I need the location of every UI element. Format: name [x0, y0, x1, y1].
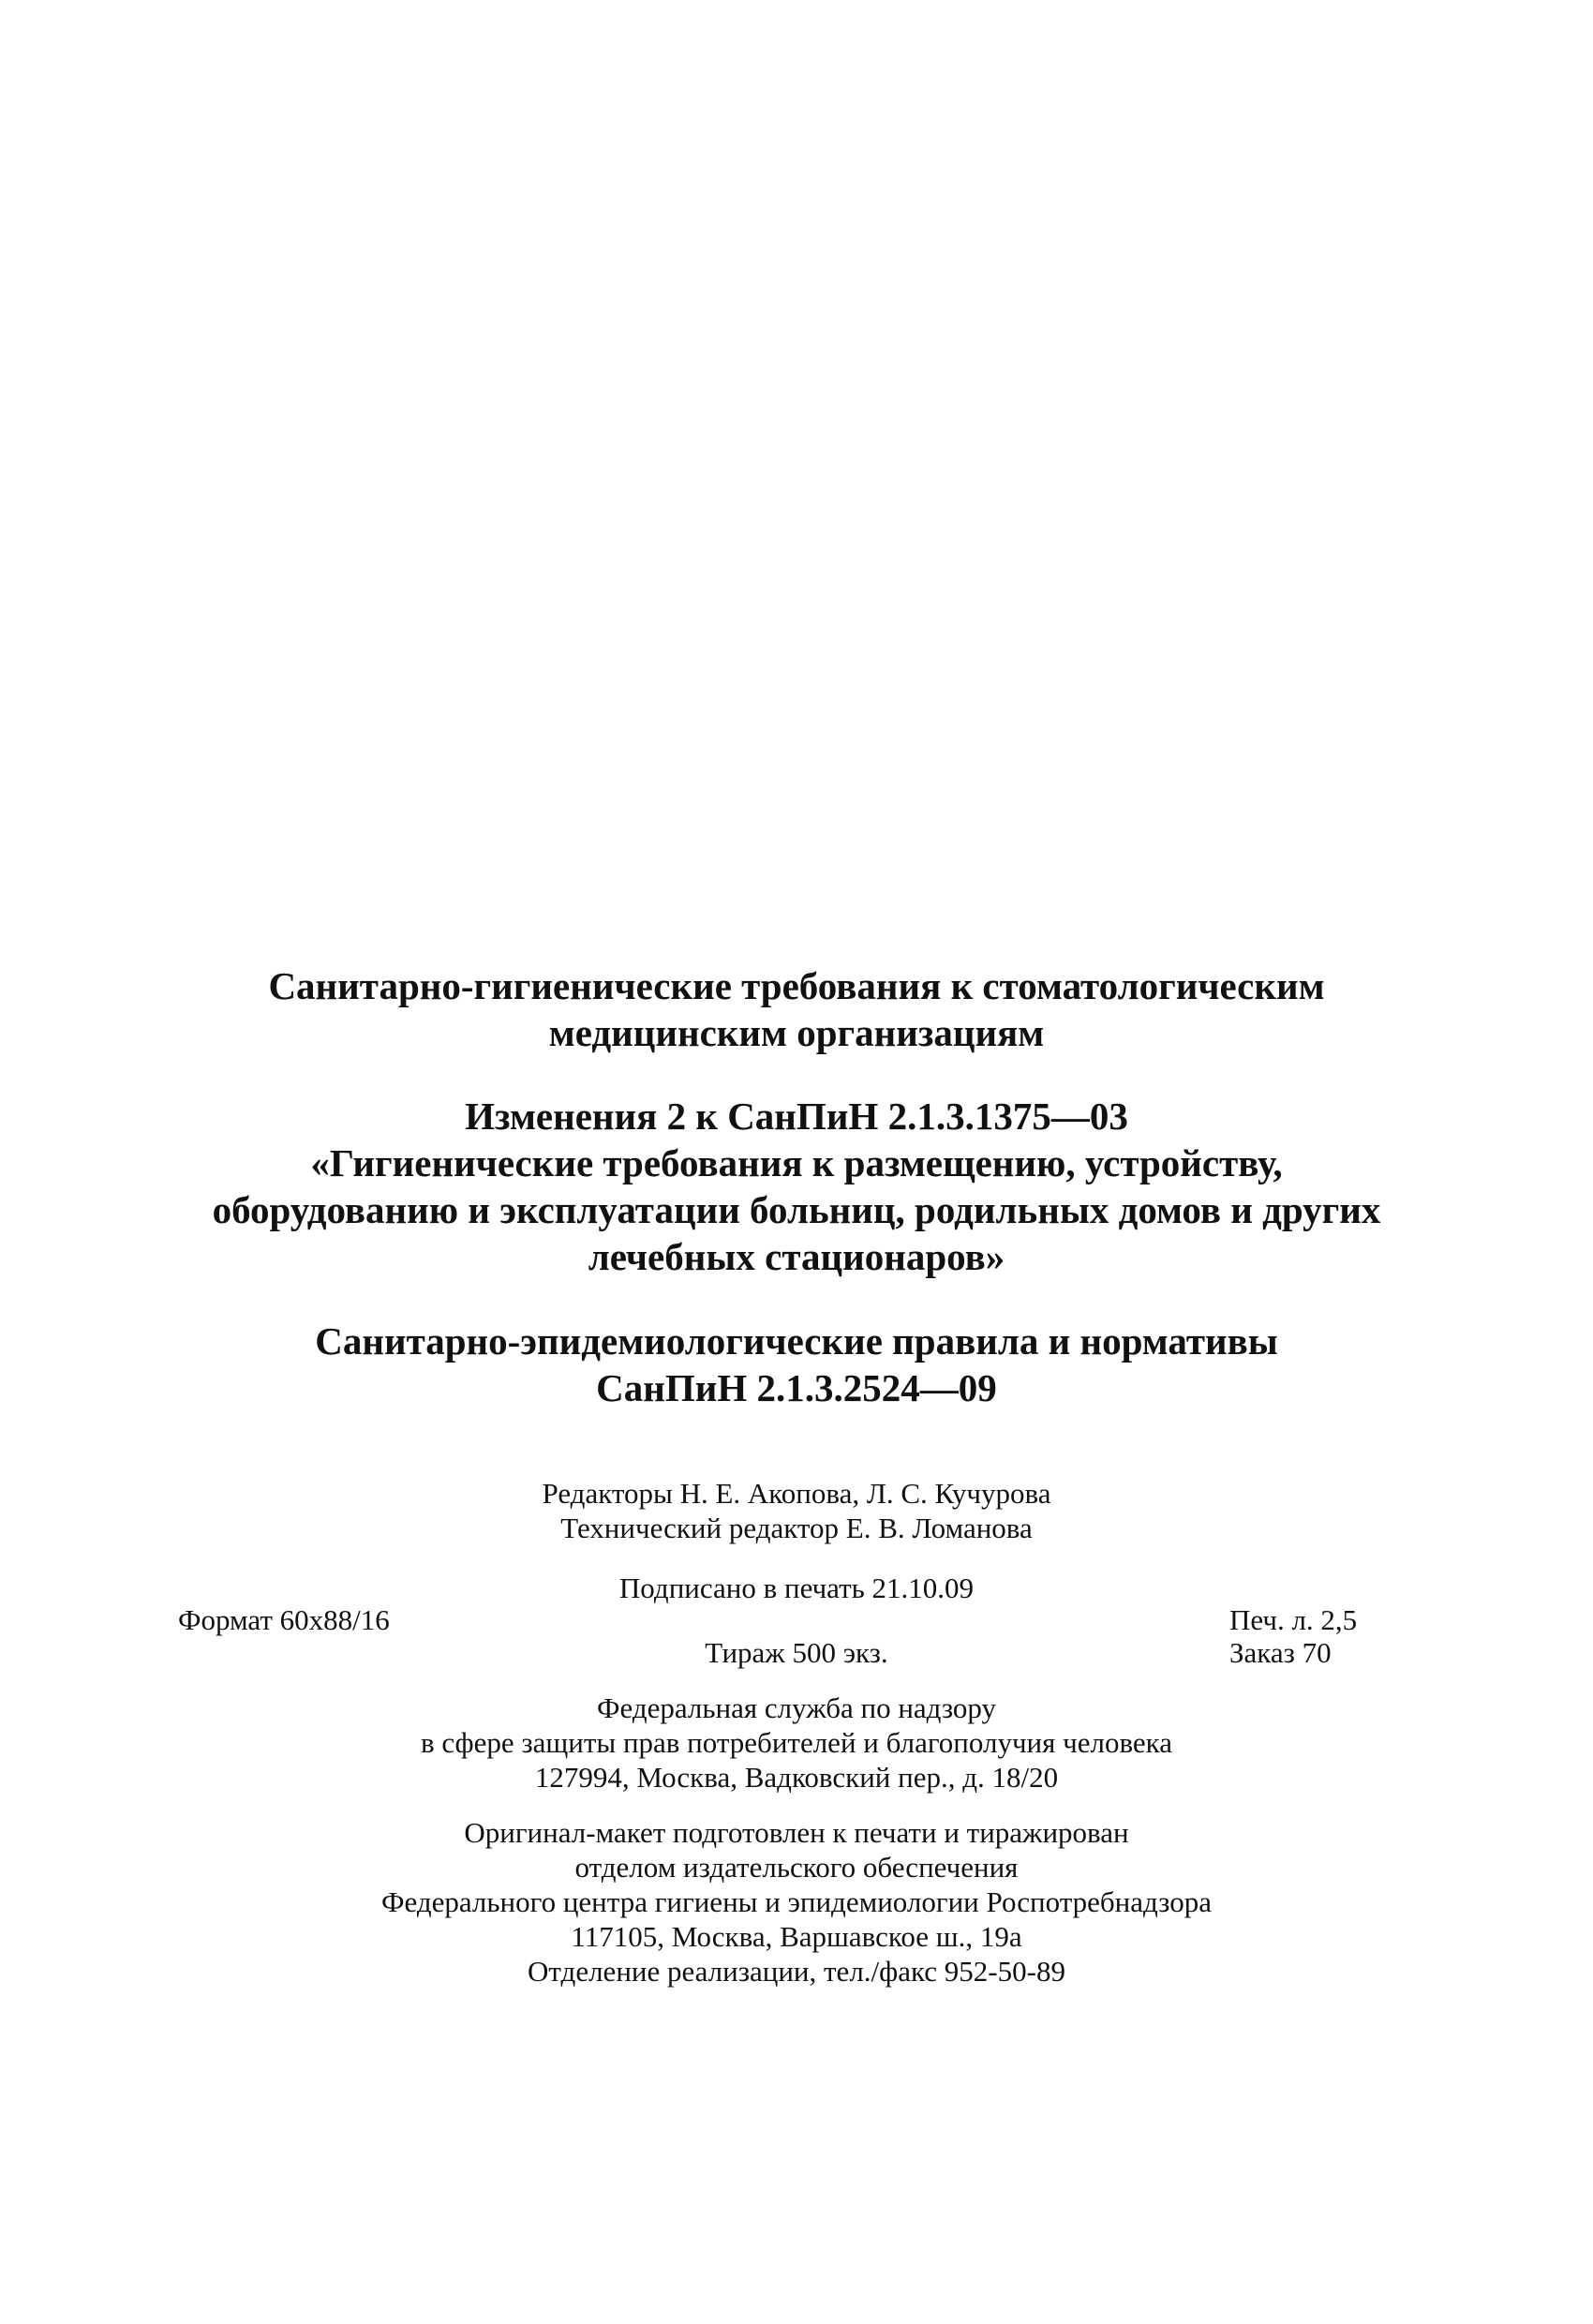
editors-block — [0, 1476, 1593, 1545]
rules-line: СанПиН 2.1.3.2524—09 — [596, 1366, 997, 1409]
publisher-line: Федеральная служба по надзору — [597, 1691, 996, 1724]
amendment-heading — [0, 1093, 1593, 1280]
print-sheets-info: Печ. л. 2,5 — [1229, 1603, 1358, 1636]
amendment-line: Изменения 2 к СанПиН 2.1.3.1375—03 — [465, 1095, 1128, 1138]
amendment-line: лечебных стационаров» — [588, 1235, 1005, 1278]
publisher-line: 127994, Москва, Вадковский пер., д. 18/20 — [534, 1761, 1059, 1794]
layout-credit-line: 117105, Москва, Варшавское ш., 19а — [571, 1920, 1022, 1953]
layout-credit-line: Оригинал-макет подготовлен к печати и тиражирован — [464, 1816, 1129, 1849]
rules-line: Санитарно-эпидемиологические правила и нормативы — [315, 1319, 1278, 1363]
editors-line: Редакторы Н. Е. Акопова, Л. С. Кучурова — [542, 1477, 1051, 1510]
tech-editor-line: Технический редактор Е. В. Ломанова — [560, 1512, 1033, 1544]
title-line: медицинским организациям — [548, 1011, 1045, 1054]
amendment-line: оборудованию и эксплуатации больниц, родильных домов и других — [212, 1188, 1381, 1231]
format-info: Формат 60x88/16 — [178, 1603, 390, 1636]
document-title — [0, 962, 1593, 1056]
publisher-line: в сфере защиты прав потребителей и благополучия человека — [420, 1726, 1173, 1759]
layout-credit-line: Отделение реализации, тел./факс 952-50-89 — [528, 1955, 1065, 1988]
layout-credit-block — [0, 1815, 1593, 1989]
signed-to-print: Подписано в печать 21.10.09 — [618, 1572, 975, 1604]
order-info: Заказ 70 — [1229, 1636, 1332, 1669]
rules-heading — [0, 1318, 1593, 1411]
layout-credit-line: отделом издательского обеспечения — [574, 1851, 1019, 1884]
publisher-block — [0, 1691, 1593, 1795]
layout-credit-line: Федерального центра гигиены и эпидемиологии Роспотребнадзора — [381, 1885, 1212, 1918]
circulation-info: Тираж 500 экз. — [705, 1636, 888, 1669]
title-line: Санитарно-гигиенические требования к стоматологическим — [268, 964, 1325, 1007]
amendment-line: «Гигиенические требования к размещению, устройству, — [310, 1141, 1283, 1184]
